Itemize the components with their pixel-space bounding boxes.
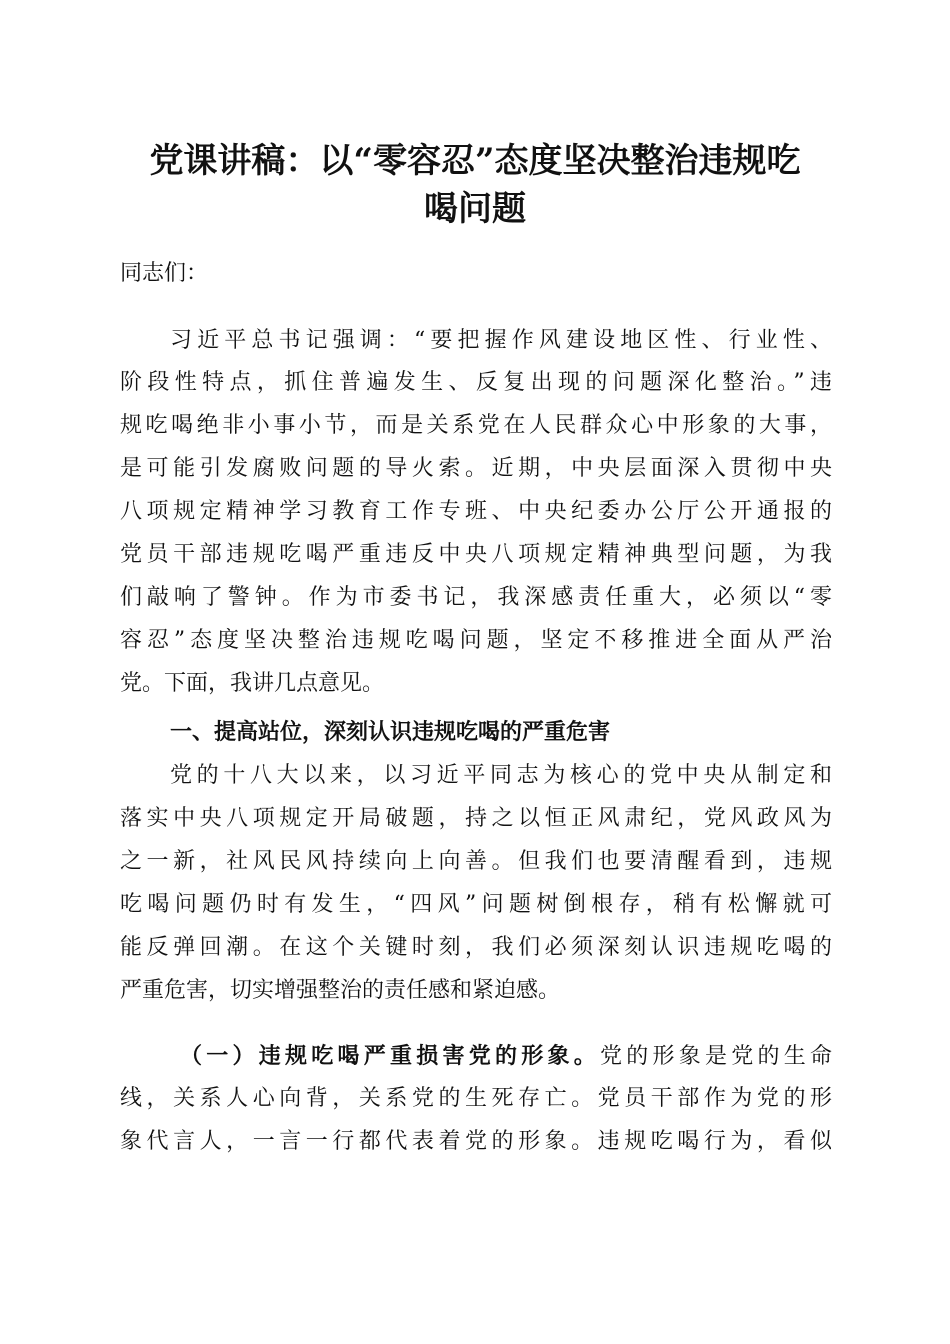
paragraph-2-line-5: 能反弹回潮。在这个关键时刻，我们必须深刻认识违规吃喝的: [120, 935, 832, 960]
paragraph-1-line-5: 八项规定精神学习教育工作专班、中央纪委办公厅公开通报的: [120, 499, 832, 524]
paragraph-1-line-6: 党员干部违规吃喝严重违反中央八项规定精神典型问题，为我: [120, 542, 832, 567]
paragraph-1-line-3: 规吃喝绝非小事小节，而是关系党在人民群众心中形象的大事，: [120, 413, 832, 438]
paragraph-2-line-4: 吃喝问题仍时有发生，“四风”问题树倒根存，稍有松懈就可: [120, 892, 832, 917]
section-1-heading: 一、提高站位，深刻认识违规吃喝的严重危害: [170, 720, 611, 745]
subsection-1-first-line: [180, 1040, 832, 1073]
document-title-line-1: 党课讲稿：以“零容忍”态度坚决整治违规吃: [149, 141, 801, 181]
paragraph-1-line-2: 阶段性特点，抓住普遍发生、反复出现的问题深化整治。”违: [120, 370, 832, 395]
paragraph-3-line-2: 线，关系人心向背，关系党的生死存亡。党员干部作为党的形: [120, 1086, 832, 1111]
subsection-1-title: （一）违规吃喝严重损害党的形象。: [180, 1043, 600, 1069]
paragraph-1-line-1: 习近平总书记强调：“要把握作风建设地区性、行业性、: [170, 328, 832, 353]
paragraph-1-line-4: 是可能引发腐败问题的导火索。近期，中央层面深入贯彻中央: [120, 456, 832, 481]
paragraph-1-line-9: 党。下面，我讲几点意见。: [120, 671, 385, 696]
paragraph-1-line-7: 们敲响了警钟。作为市委书记，我深感责任重大，必须以“零: [120, 585, 832, 610]
paragraph-3-line-3: 象代言人，一言一行都代表着党的形象。违规吃喝行为，看似: [120, 1129, 832, 1154]
paragraph-2-line-2: 落实中央八项规定开局破题，持之以恒正风肃纪，党风政风为: [120, 806, 832, 831]
paragraph-1-line-8: 容忍”态度坚决整治违规吃喝问题，坚定不移推进全面从严治: [120, 628, 832, 653]
paragraph-2-line-3: 之一新，社风民风持续向上向善。但我们也要清醒看到，违规: [120, 849, 832, 874]
paragraph-2-line-1: 党的十八大以来，以习近平同志为核心的党中央从制定和: [170, 763, 832, 788]
subsection-1-line-1-text: 党的形象是党的生命: [599, 1044, 832, 1069]
paragraph-2-line-6: 严重危害，切实增强整治的责任感和紧迫感。: [120, 978, 561, 1003]
salutation: 同志们：: [120, 261, 209, 286]
document-title-line-2: 喝问题: [424, 189, 526, 229]
